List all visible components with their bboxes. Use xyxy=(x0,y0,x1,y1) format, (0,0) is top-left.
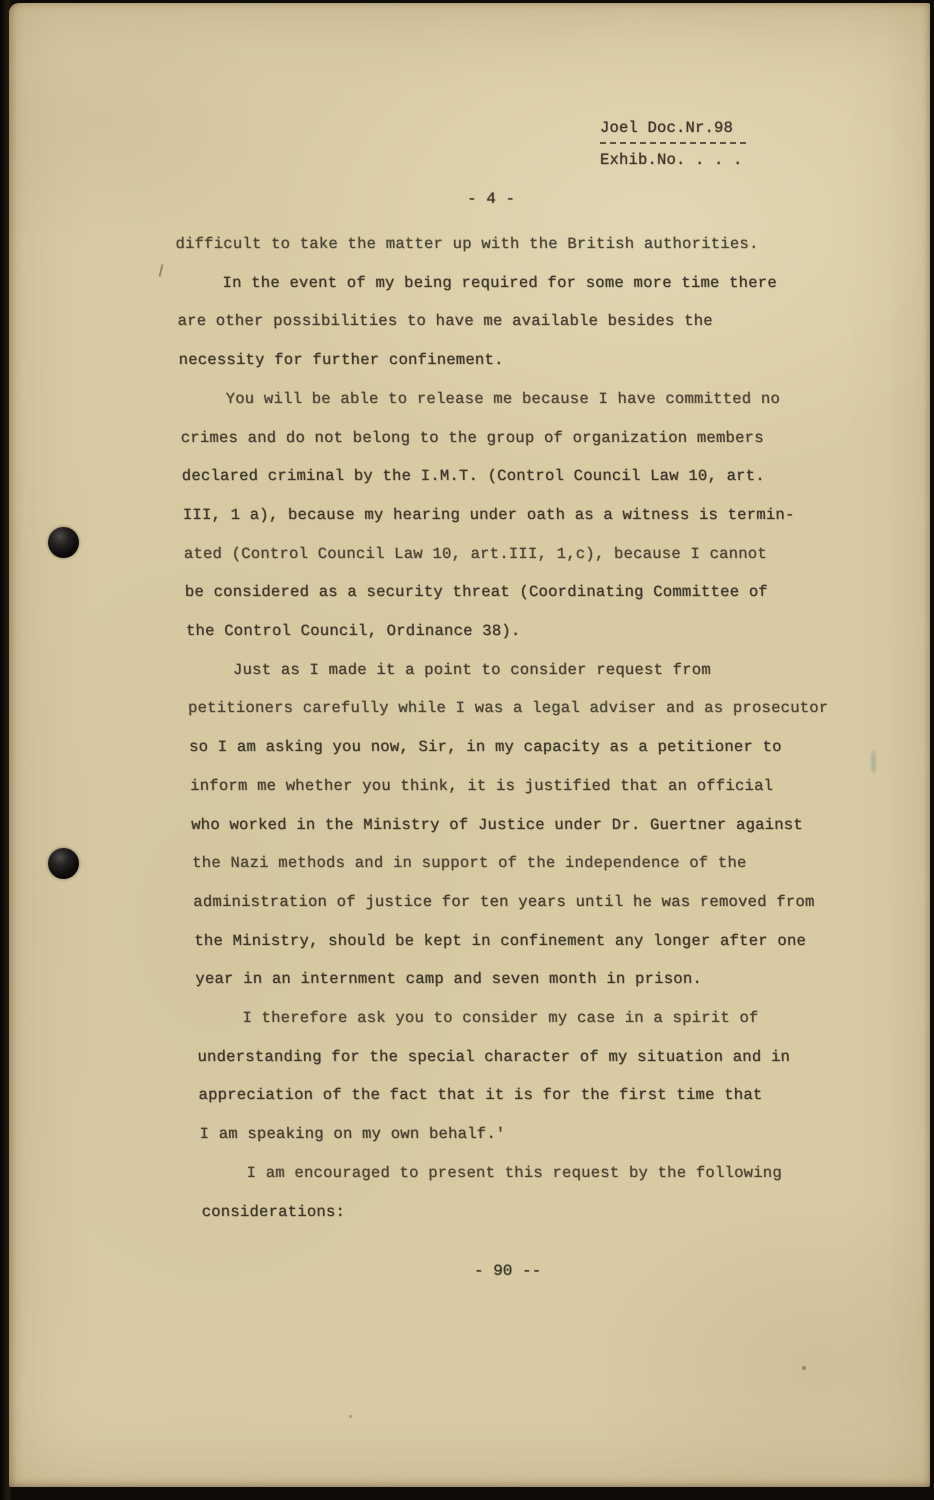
text-line: are other possibilities to have me available besides the xyxy=(177,312,714,331)
text-line: III, 1 a), because my hearing under oath as a witness is termin- xyxy=(182,505,795,524)
punch-hole-bottom xyxy=(48,848,79,879)
document-body xyxy=(175,225,874,1231)
text-line: the Control Council, Ordinance 38). xyxy=(185,622,521,641)
dashed-underline xyxy=(600,142,746,144)
text-line: ated (Control Council Law 10, art.III, 1,c), because I cannot xyxy=(183,544,768,563)
paper-page xyxy=(9,3,930,1487)
text-line: You will be able to release me because I have committed no xyxy=(225,389,781,408)
text-line: so I am asking you now, Sir, in my capacity as a petitioner to xyxy=(188,738,782,757)
text-line: petitioners carefully while I was a legal adviser and as prosecutor xyxy=(187,699,829,718)
text-line: declared criminal by the I.M.T. (Control Council Law 10, art. xyxy=(181,467,766,486)
document-header xyxy=(600,119,746,169)
text-line: year in an internment camp and seven month in prison. xyxy=(195,970,703,989)
text-line: understanding for the special character of my situation and in xyxy=(197,1047,791,1066)
stray-ink-mark xyxy=(158,264,163,277)
exhibit-number-label: Exhib.No. . . . xyxy=(600,151,743,169)
text-line: the Nazi methods and in support of the independence of the xyxy=(192,854,747,873)
paper-speckle xyxy=(349,1415,352,1418)
text-line: inform me whether you think, it is justified that an official xyxy=(189,776,774,795)
text-line: necessity for further confinement. xyxy=(178,351,504,370)
text-line: who worked in the Ministry of Justice under Dr. Guertner against xyxy=(190,815,804,834)
text-line: I am encouraged to present this request by the following xyxy=(246,1163,783,1182)
page-number: - 4 - xyxy=(467,190,516,208)
text-line: the Ministry, should be kept in confinement any longer after one xyxy=(194,931,807,950)
text-line: administration of justice for ten years until he was removed from xyxy=(193,892,815,911)
doc-number-label: Joel Doc.Nr.98 xyxy=(600,119,734,137)
text-line: appreciation of the fact that it is for the first time that xyxy=(198,1086,763,1105)
footer-page-stamp: - 90 -- xyxy=(474,1262,542,1280)
text-line: crimes and do not belong to the group of organization members xyxy=(180,428,765,447)
punch-hole-top xyxy=(48,527,79,558)
text-line: be considered as a security threat (Coordinating Committee of xyxy=(184,583,769,602)
text-line: difficult to take the matter up with the British authorities. xyxy=(175,235,759,253)
text-line: I therefore ask you to consider my case in a spirit of xyxy=(242,1009,759,1028)
text-line: In the event of my being required for some more time there xyxy=(222,273,778,292)
text-line: Just as I made it a point to consider request from xyxy=(232,660,712,679)
text-line: considerations: xyxy=(201,1202,346,1221)
paper-speckle xyxy=(802,1366,806,1370)
paper-stain xyxy=(871,751,876,773)
text-line: I am speaking on my own behalf.' xyxy=(199,1125,506,1144)
